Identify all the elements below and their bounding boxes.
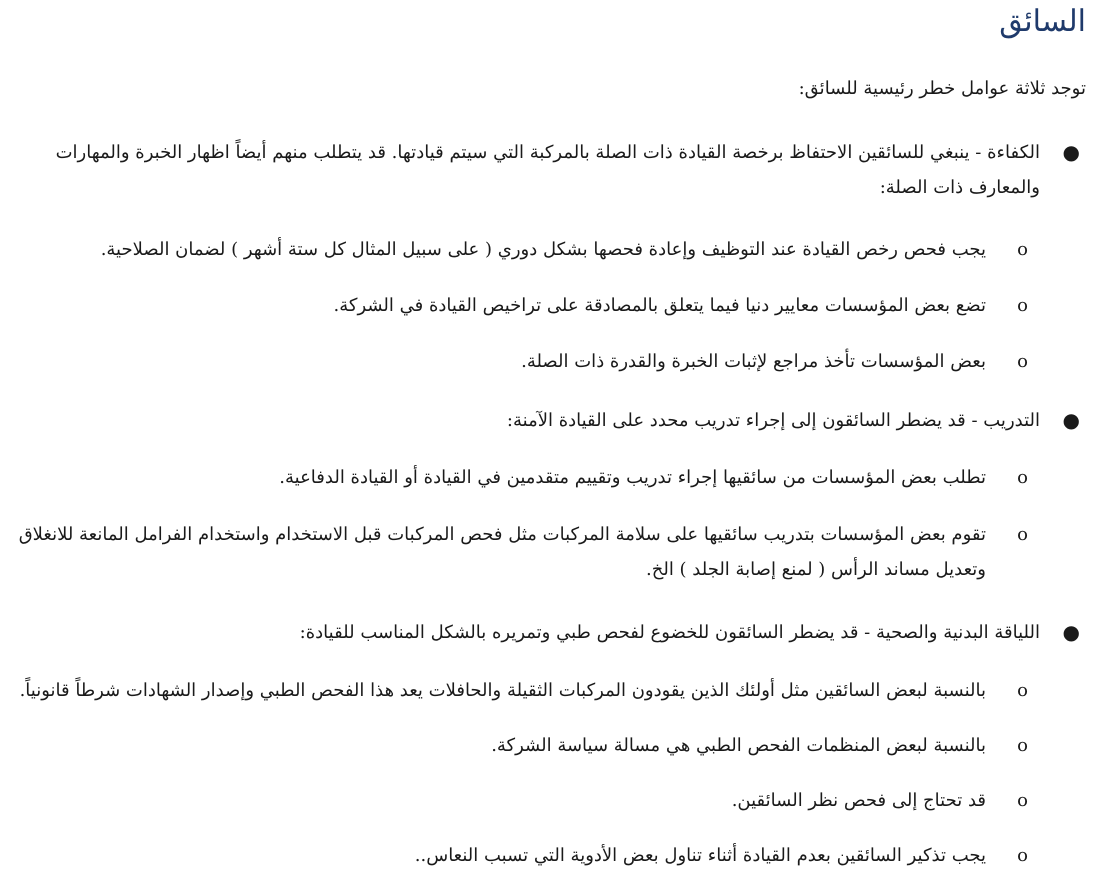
bullet-text: اللياقة البدنية والصحية - قد يضطر السائقون للخضوع لفحص طبي وتمريره بالشكل المناسب للقيادة: bbox=[299, 622, 1040, 643]
sub-list-item bbox=[16, 673, 1028, 708]
list-item-fitness bbox=[30, 615, 1080, 650]
sub-item-text: بالنسبة لبعض السائقين مثل أولئك الذين يقودون المركبات الثقيلة والحافلات يعد هذا الفحص الطبي وإصدار الشهادات شرطاً قانونياً. bbox=[19, 680, 986, 701]
intro-paragraph: توجد ثلاثة عوامل خطر رئيسية للسائق: bbox=[798, 78, 1086, 99]
sub-item-text: بعض المؤسسات تأخذ مراجع لإثبات الخبرة والقدرة ذات الصلة. bbox=[521, 351, 986, 372]
page-title: السائق bbox=[999, 4, 1086, 39]
sub-bullet-marker: o bbox=[1017, 680, 1028, 701]
sub-item-text: يجب تذكير السائقين بعدم القيادة أثناء تناول بعض الأدوية التي تسبب النعاس.. bbox=[414, 845, 986, 866]
sub-bullet-marker: o bbox=[1017, 239, 1028, 260]
list-item-training bbox=[30, 403, 1080, 438]
sub-list-item bbox=[16, 288, 1028, 323]
sub-item-text: قد تحتاج إلى فحص نظر السائقين. bbox=[731, 790, 986, 811]
sub-bullet-marker: o bbox=[1017, 845, 1028, 866]
sub-bullet-marker: o bbox=[1017, 467, 1028, 488]
bullet-marker: ● bbox=[1062, 408, 1080, 432]
bullet-text: الكفاءة - ينبغي للسائقين الاحتفاظ برخصة القيادة ذات الصلة بالمركبة التي سيتم قيادتها. قد يتطلب منهم أيضاً اظهار الخبرة والمهارات والمعارف ذات الصلة: bbox=[55, 142, 1040, 198]
sub-list-item bbox=[16, 344, 1028, 379]
sub-list-item bbox=[16, 838, 1028, 873]
bullet-marker: ● bbox=[1062, 140, 1080, 164]
sub-item-text: يجب فحص رخص القيادة عند التوظيف وإعادة فحصها بشكل دوري ( على سبيل المثال كل ستة أشهر ) لضمان الصلاحية. bbox=[100, 239, 986, 260]
sub-item-text: تطلب بعض المؤسسات من سائقيها إجراء تدريب وتقييم متقدمين في القيادة أو القيادة الدفاعية. bbox=[279, 467, 986, 488]
sub-bullet-marker: o bbox=[1017, 790, 1028, 811]
sub-bullet-marker: o bbox=[1017, 295, 1028, 316]
bullet-text: التدريب - قد يضطر السائقون إلى إجراء تدريب محدد على القيادة الآمنة: bbox=[506, 410, 1040, 431]
sub-bullet-marker: o bbox=[1017, 735, 1028, 756]
sub-bullet-marker: o bbox=[1017, 351, 1028, 372]
list-item-competence bbox=[30, 135, 1080, 205]
sub-item-text: بالنسبة لبعض المنظمات الفحص الطبي هي مسالة سياسة الشركة. bbox=[491, 735, 986, 756]
sub-list-item bbox=[16, 517, 1028, 587]
sub-list-item bbox=[16, 728, 1028, 763]
sub-list-item bbox=[16, 783, 1028, 818]
sub-list-item bbox=[16, 460, 1028, 495]
sub-list-item bbox=[16, 232, 1028, 267]
sub-bullet-marker: o bbox=[1017, 524, 1028, 545]
bullet-marker: ● bbox=[1062, 620, 1080, 644]
sub-item-text: تضع بعض المؤسسات معايير دنيا فيما يتعلق بالمصادقة على تراخيص القيادة في الشركة. bbox=[333, 295, 986, 316]
sub-item-text: تقوم بعض المؤسسات بتدريب سائقيها على سلامة المركبات مثل فحص المركبات قبل الاستخدام واستخدام الفرامل المانعة للانغلاق وتعديل مساند الرأس ( لمنع إصابة الجلد ) الخ. bbox=[18, 524, 986, 580]
